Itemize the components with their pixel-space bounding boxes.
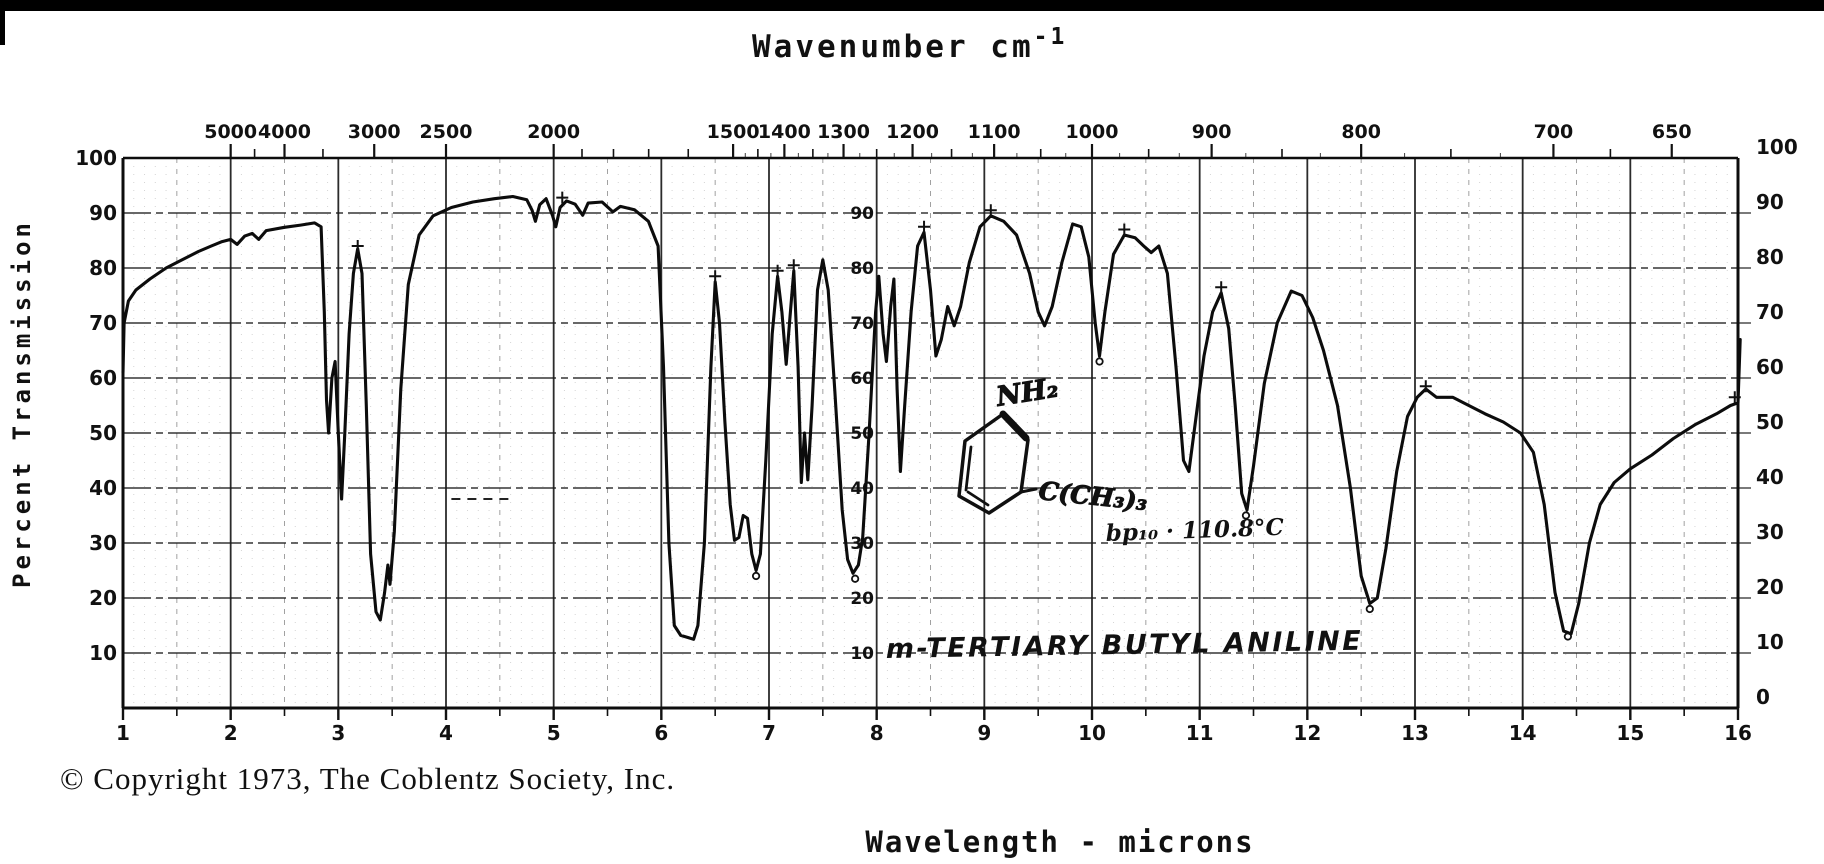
y-axis-inner-label: 40 bbox=[850, 479, 874, 499]
bottom-axis-tick-label: 12 bbox=[1293, 721, 1322, 745]
top-axis-tick-label: 700 bbox=[1533, 121, 1574, 143]
top-axis-tick-label: 1000 bbox=[1065, 121, 1119, 143]
bottom-axis-tick-label: 16 bbox=[1724, 721, 1752, 745]
double-bond-left bbox=[966, 447, 971, 490]
y-axis-inner-label: 80 bbox=[850, 259, 874, 279]
top-axis-tick-label: 1200 bbox=[886, 121, 940, 143]
y-axis-left-label: 20 bbox=[89, 586, 117, 610]
dip-mark bbox=[1367, 606, 1373, 612]
boiling-point-note: bp₁₀ · 110.8°C bbox=[1105, 513, 1285, 547]
bottom-axis-tick-label: 8 bbox=[869, 721, 884, 745]
molecular-structure bbox=[959, 373, 1149, 517]
y-axis-left-label: 10 bbox=[89, 641, 117, 665]
bottom-axis-tick-label: 14 bbox=[1508, 721, 1537, 745]
bond-to-amine bbox=[1003, 414, 1026, 438]
bottom-axis-tick-label: 4 bbox=[439, 721, 453, 745]
y-axis-inner-label: 70 bbox=[850, 314, 874, 334]
top-axis-tick-label: 1100 bbox=[967, 121, 1021, 143]
y-axis-inner-label: 60 bbox=[850, 369, 874, 389]
top-axis-tick-label: 2000 bbox=[527, 121, 581, 143]
dip-mark bbox=[852, 576, 858, 582]
y-axis-inner-label: 90 bbox=[850, 204, 874, 224]
y-axis-right-label: 100 bbox=[1756, 135, 1798, 159]
copyright-text: © Copyright 1973, The Coblentz Society, Inc. bbox=[60, 761, 676, 796]
plus-mark bbox=[352, 240, 364, 252]
bottom-axis-tick-label: 9 bbox=[977, 721, 992, 745]
top-axis-tick-label: 1500 bbox=[706, 121, 760, 143]
y-axis-left-label: 50 bbox=[89, 421, 117, 445]
plus-mark bbox=[788, 259, 800, 271]
top-axis-tick-label: 900 bbox=[1191, 121, 1232, 143]
top-axis-title-superscript: -1 bbox=[1033, 24, 1068, 50]
top-axis-tick-label: 650 bbox=[1651, 121, 1692, 143]
tert-butyl-label: C(CH₃)₃ bbox=[1037, 476, 1149, 517]
y-axis-right-label: 10 bbox=[1756, 630, 1784, 654]
y-axis-inner-label: 50 bbox=[850, 424, 874, 444]
top-axis-tick-label: 5000 bbox=[204, 121, 258, 143]
bottom-axis-tick-label: 11 bbox=[1185, 721, 1214, 745]
compound-name: m-TERTIARY BUTYL ANILINE bbox=[885, 625, 1364, 665]
y-axis-label: Percent Transmission bbox=[8, 219, 36, 588]
y-axis-left-label: 70 bbox=[89, 311, 117, 335]
y-axis-left-label: 40 bbox=[89, 476, 117, 500]
y-axis-right-label: 90 bbox=[1756, 190, 1784, 214]
bottom-axis-tick-label: 1 bbox=[116, 721, 130, 745]
dip-mark bbox=[1096, 358, 1102, 364]
top-axis-tick-label: 2500 bbox=[419, 121, 473, 143]
y-axis-left-label: 60 bbox=[89, 366, 117, 390]
y-axis-inner-label: 30 bbox=[850, 534, 874, 554]
y-axis-right-label: 80 bbox=[1756, 245, 1784, 269]
bottom-axis-tick-label: 7 bbox=[762, 721, 776, 745]
y-axis-left-label: 30 bbox=[89, 531, 117, 555]
plus-mark bbox=[1215, 281, 1227, 293]
y-axis-right-label: 20 bbox=[1756, 575, 1784, 599]
bottom-axis-tick-label: 6 bbox=[654, 721, 669, 745]
y-axis-left-label: 100 bbox=[75, 146, 117, 170]
plus-mark bbox=[709, 270, 721, 282]
y-axis-inner-label: 10 bbox=[850, 644, 874, 664]
plus-mark bbox=[1118, 224, 1130, 236]
top-axis-tick-label: 1300 bbox=[817, 121, 870, 143]
bond-to-tertbutyl bbox=[1021, 489, 1036, 492]
top-axis-title: Wavenumber $cm^{-1}$ bbox=[752, 24, 1068, 65]
top-axis-tick-label: 1400 bbox=[757, 121, 811, 143]
dip-mark bbox=[753, 573, 759, 579]
y-axis-right-label: 30 bbox=[1756, 520, 1784, 544]
bottom-axis-tick-label: 2 bbox=[223, 721, 238, 745]
bottom-axis-tick-label: 5 bbox=[546, 721, 561, 745]
y-axis-left-label: 80 bbox=[89, 256, 117, 280]
y-axis-right-label: 40 bbox=[1756, 465, 1784, 489]
spectrum-curve bbox=[123, 197, 1740, 640]
plus-mark bbox=[772, 265, 784, 277]
bottom-axis-tick-label: 13 bbox=[1401, 721, 1429, 745]
bottom-axis-tick-label: 15 bbox=[1616, 721, 1645, 745]
nh2-label: NH₂ bbox=[994, 372, 1061, 413]
y-axis-right-label: 50 bbox=[1756, 410, 1784, 434]
y-axis-right-label: 0 bbox=[1756, 685, 1770, 709]
top-axis-tick-label: 800 bbox=[1341, 121, 1382, 143]
y-axis-left-label: 90 bbox=[89, 201, 117, 225]
y-axis-right-label: 70 bbox=[1756, 300, 1784, 324]
dip-mark bbox=[1565, 633, 1571, 639]
top-axis-tick-label: 4000 bbox=[258, 121, 311, 143]
bottom-axis-title: Wavelength - microns bbox=[865, 825, 1255, 859]
bottom-axis-tick-label: 3 bbox=[331, 721, 346, 745]
top-axis-tick-label: 3000 bbox=[347, 121, 401, 143]
y-axis-inner-label: 20 bbox=[850, 589, 874, 609]
bottom-axis-tick-label: 10 bbox=[1078, 721, 1106, 745]
y-axis-right-label: 60 bbox=[1756, 355, 1784, 379]
